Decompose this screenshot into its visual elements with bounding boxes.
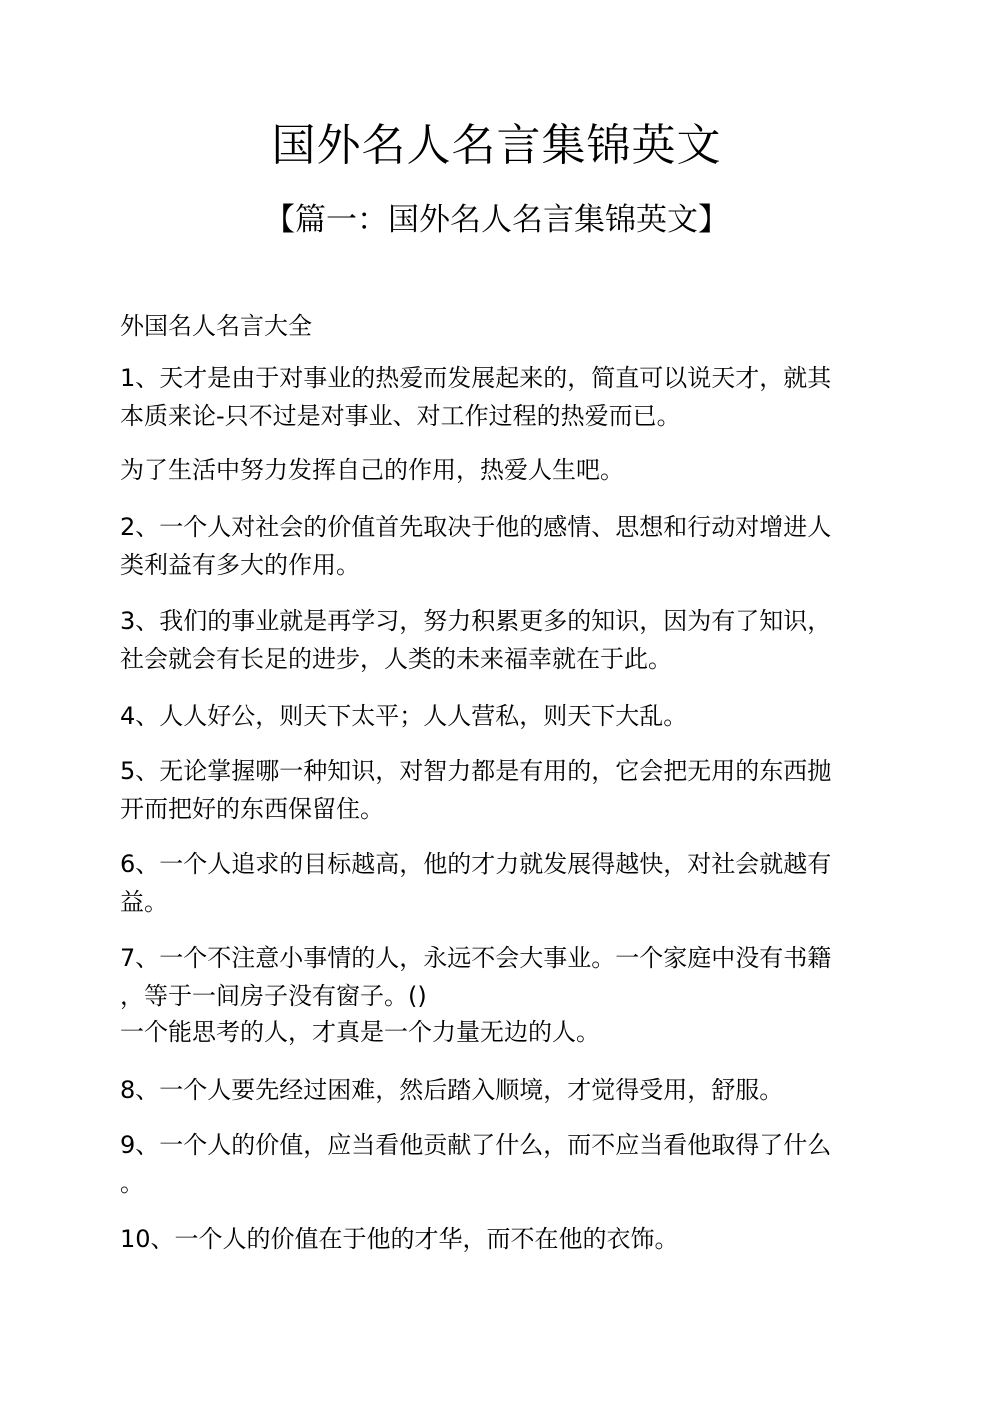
paragraph	[120, 752, 865, 828]
text-line: 外国名人名言大全	[120, 312, 312, 340]
text-line: 1、天才是由于对事业的热爱而发展起来的，简直可以说天才，就其	[120, 364, 832, 392]
text-line: 9、一个人的价值，应当看他贡献了什么，而不应当看他取得了什么	[120, 1131, 832, 1159]
paragraph	[120, 845, 865, 921]
document-subtitle: 【篇一：国外名人名言集锦英文】	[264, 202, 729, 238]
section-heading	[120, 307, 865, 345]
text-line: 本质来论-只不过是对事业、对工作过程的热爱而已。	[120, 402, 681, 430]
text-line: 社会就会有长足的进步，人类的未来福幸就在于此。	[120, 645, 672, 673]
text-line: 6、一个人追求的目标越高，他的才力就发展得越快，对社会就越有	[120, 850, 832, 878]
text-line: 为了生活中努力发挥自己的作用，热爱人生吧。	[120, 456, 624, 484]
paragraph	[120, 939, 865, 1051]
paragraph	[120, 697, 865, 735]
text-line: 一个能思考的人，才真是一个力量无边的人。	[120, 1018, 600, 1046]
text-line: 8、一个人要先经过困难，然后踏入顺境，才觉得受用，舒服。	[120, 1076, 784, 1104]
text-line: 3、我们的事业就是再学习，努力积累更多的知识，因为有了知识，	[120, 607, 832, 635]
text-line: 。	[120, 1169, 144, 1197]
paragraph	[120, 451, 865, 489]
paragraph	[120, 1220, 865, 1258]
text-line: 5、无论掌握哪一种知识，对智力都是有用的，它会把无用的东西抛	[120, 757, 832, 785]
text-line: 类利益有多大的作用。	[120, 551, 360, 579]
paragraph	[120, 602, 865, 678]
paragraph	[120, 1071, 865, 1109]
text-line: ，等于一间房子没有窗子。()	[120, 982, 427, 1010]
document-title: 国外名人名言集锦英文	[271, 120, 722, 171]
paragraph	[120, 359, 865, 435]
text-line: 4、人人好公，则天下太平；人人营私，则天下大乱。	[120, 702, 688, 730]
text-line: 7、一个不注意小事情的人，永远不会大事业。一个家庭中没有书籍	[120, 944, 832, 972]
paragraph	[120, 508, 865, 584]
paragraph	[120, 1126, 865, 1202]
text-line: 开而把好的东西保留住。	[120, 795, 384, 823]
text-line: 2、一个人对社会的价值首先取决于他的感情、思想和行动对增进人	[120, 513, 832, 541]
text-line: 益。	[120, 888, 168, 916]
text-line: 10、一个人的价值在于他的才华，而不在他的衣饰。	[120, 1225, 679, 1253]
